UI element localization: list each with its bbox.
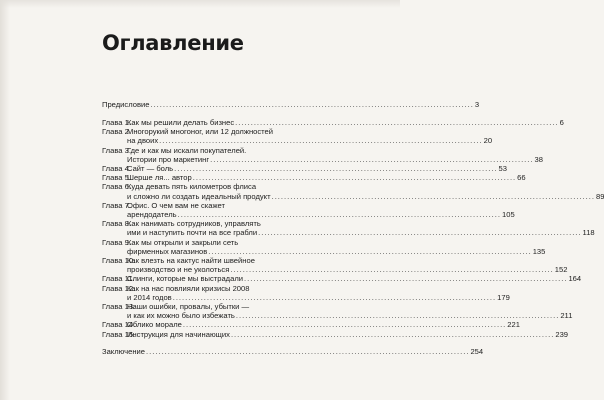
- toc-line: [102, 136, 493, 146]
- leader-dots: [236, 311, 559, 320]
- toc-entry-text: Где и как мы искали покупателей.: [127, 145, 247, 155]
- toc-line: [102, 238, 260, 247]
- toc-line: [102, 191, 604, 201]
- page-number: 66: [517, 173, 526, 183]
- chapter-label: Глава 7.: [102, 200, 131, 210]
- page-number: 105: [502, 210, 515, 219]
- chapter-label: Глава 5.: [102, 173, 131, 183]
- page-number: 211: [560, 311, 573, 321]
- leader-dots: [173, 293, 496, 302]
- toc-entry-text: Как мы решили делать бизнес: [127, 118, 235, 127]
- chapter-label: Глава 13.: [102, 302, 136, 311]
- toc-line: [102, 265, 568, 275]
- leader-dots: [258, 228, 581, 237]
- toc-entry-text: и как их можно было избежать: [127, 311, 235, 321]
- toc-line: [102, 182, 260, 191]
- toc-line: [102, 173, 526, 183]
- chapter-label: Глава 10.: [102, 256, 136, 265]
- page-number: 38: [534, 154, 543, 164]
- toc-line: [102, 127, 274, 137]
- toc-entry-text: Многорукий многоног, или 12 должностей: [127, 127, 274, 137]
- page-number: 135: [532, 246, 546, 256]
- toc-entry-text: Заключение: [102, 346, 146, 356]
- page-number: 239: [555, 329, 569, 339]
- chapter-label: Глава 1.: [102, 118, 131, 127]
- toc-entry-text: Инструкция для начинающих: [127, 329, 230, 339]
- page-number: 179: [497, 292, 510, 302]
- page-number: 3: [474, 100, 480, 109]
- leader-dots: [231, 330, 554, 339]
- toc-entry-text: Как нанимать сотрудников, управлять: [127, 219, 261, 229]
- spine-shadow: [0, 0, 10, 400]
- toc-entry-text: ими и наступить почти на все грабли: [127, 228, 258, 238]
- toc-line: [102, 228, 595, 238]
- page-title: Оглавление: [102, 31, 244, 55]
- toc-line: [102, 219, 260, 228]
- chapter-label: Глава 14.: [102, 320, 136, 330]
- leader-dots: [146, 347, 469, 356]
- chapter-label: Глава 12.: [102, 283, 136, 293]
- toc-line: [102, 210, 515, 219]
- toc-entry-text: арендодатель: [127, 210, 177, 219]
- toc-line: [102, 302, 260, 311]
- toc-entry-text: Шерше ля... автор: [127, 173, 192, 183]
- leader-dots: [150, 100, 473, 109]
- toc-line: [102, 274, 582, 284]
- chapter-label: Глава 6.: [102, 182, 131, 192]
- toc-line: [102, 329, 569, 339]
- leader-dots: [244, 274, 567, 283]
- toc-entry-text: Облико морале: [127, 320, 182, 330]
- chapter-label: Глава 3.: [102, 145, 131, 155]
- leader-dots: [235, 118, 558, 127]
- page-number: 6: [559, 118, 564, 127]
- page-top-edge: [0, 0, 400, 8]
- toc-entry-text: Куда девать пять километров флиса: [127, 182, 257, 192]
- toc-line: [102, 284, 260, 293]
- toc-line: [102, 320, 520, 330]
- chapter-label: Глава 4.: [102, 164, 131, 173]
- chapter-label: Глава 2.: [102, 127, 131, 137]
- leader-dots: [272, 192, 595, 201]
- page-number: 221: [507, 320, 520, 330]
- toc-entry-text: производство и не уколоться: [127, 265, 230, 275]
- toc-entry-text: Истории про маркетинг: [127, 154, 210, 164]
- toc-line: [102, 346, 484, 356]
- toc-entry-text: и сложно ли создать идеальный продукт: [127, 191, 271, 201]
- toc-entry-text: Как влезть на кактус найти швейное: [127, 256, 255, 265]
- toc-entry-text: Наши ошибки, провалы, убытки —: [127, 302, 250, 311]
- leader-dots: [183, 320, 506, 329]
- chapter-label: Глава 9.: [102, 237, 131, 247]
- leader-dots: [193, 173, 516, 182]
- leader-dots: [230, 265, 553, 274]
- toc-line: [102, 311, 573, 321]
- leader-dots: [210, 155, 533, 164]
- leader-dots: [159, 136, 482, 145]
- page-number: 53: [498, 164, 507, 173]
- toc-line: [102, 146, 260, 155]
- toc-entry-text: фирменных магазинов: [127, 246, 208, 256]
- toc-line: [102, 118, 564, 127]
- chapter-label: Глава 15.: [102, 329, 136, 339]
- toc-entry-text: на двоих: [127, 136, 159, 146]
- toc-line: [102, 100, 480, 109]
- toc-entry-text: Как на нас повлияли кризисы 2008: [127, 283, 250, 293]
- toc-line: [102, 201, 260, 210]
- page-number: 254: [470, 346, 484, 356]
- leader-dots: [174, 164, 497, 173]
- page-number: 89: [596, 191, 604, 201]
- leader-dots: [208, 247, 531, 256]
- toc-line: [102, 256, 260, 265]
- toc-line: [102, 164, 507, 173]
- toc-entry-text: и 2014 годов: [127, 292, 172, 302]
- page-number: 164: [568, 274, 582, 284]
- chapter-label: Глава 8.: [102, 219, 131, 229]
- page-number: 152: [554, 265, 568, 275]
- toc-line: [102, 246, 546, 256]
- toc-entry-text: Предисловие: [102, 100, 150, 109]
- chapter-label: Глава 11.: [102, 274, 135, 284]
- toc-line: [102, 154, 543, 164]
- page-number: 20: [483, 136, 493, 146]
- toc-entry-text: Сайт — боль: [127, 164, 174, 173]
- leader-dots: [178, 210, 501, 219]
- toc-entry-text: Офис. О чем вам не скажет: [127, 200, 226, 210]
- page-number: 118: [582, 228, 595, 238]
- toc-entry-text: Слинги, которые мы выстрадали: [127, 274, 244, 284]
- toc-entry-text: Как мы открыли и закрыли сеть: [127, 237, 239, 247]
- toc-line: [102, 292, 510, 302]
